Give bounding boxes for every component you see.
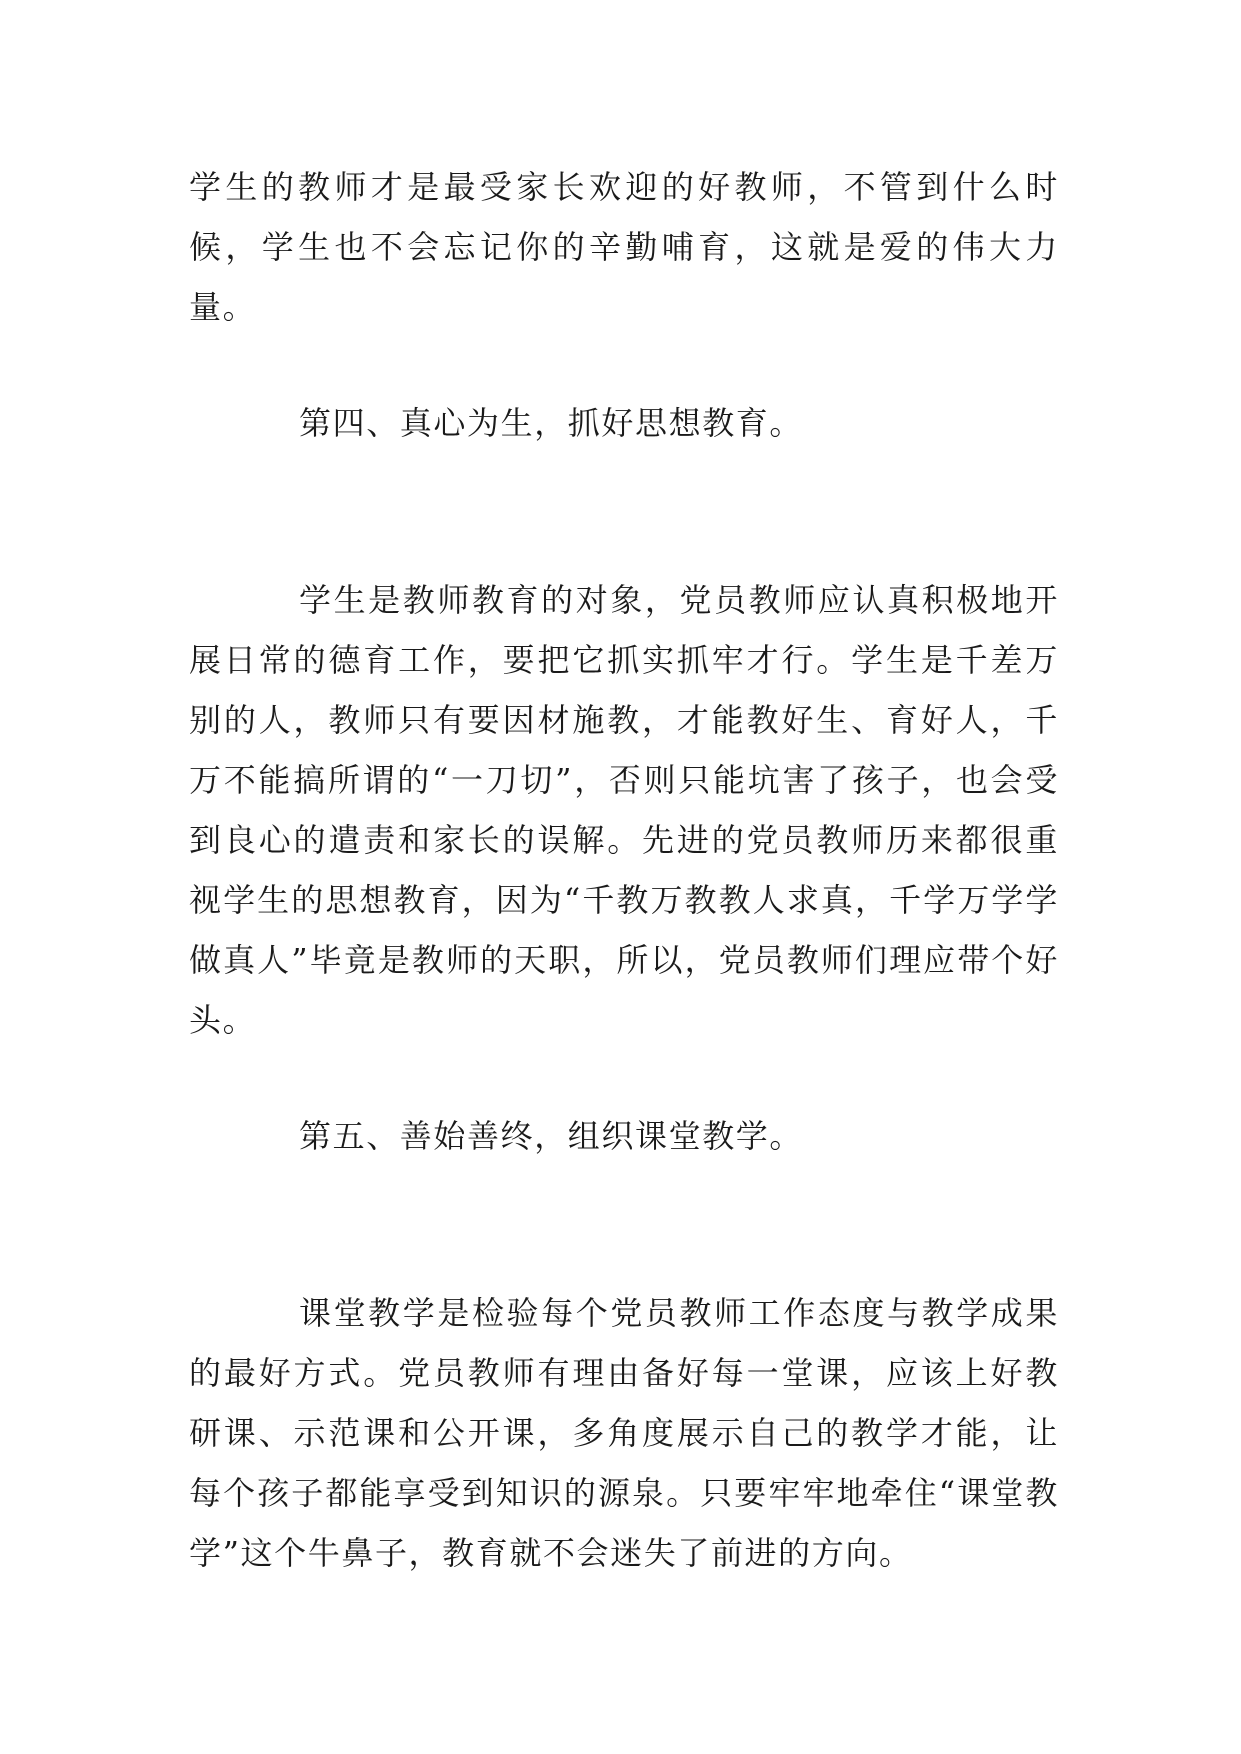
body-paragraph-classroom-teaching: 课堂教学是检验每个党员教师工作态度与教学成果的最好方式。党员教师有理由备好每一堂课，应该上好教研课、示范课和公开课，多角度展示自己的教学才能，让每个孩子都能享受到知识的源泉。只要牢牢地牵住“课堂教学”这个牛鼻子，教育就不会迷失了前进的方向。 <box>189 1294 1059 1572</box>
section-heading-five: 第五、善始善终，组织课堂教学。 <box>299 1117 804 1155</box>
body-paragraph-moral-education: 学生是教师教育的对象，党员教师应认真积极地开展日常的德育工作，要把它抓实抓牢才行。学生是千差万别的人，教师只有要因材施教，才能教好生、育好人，千万不能搞所谓的“一刀切”，否则只能坑害了孩子，也会受到良心的遣责和家长的误解。先进的党员教师历来都很重视学生的思想教育，因为“千教万教教人求真，千学万学学做真人”毕竟是教师的天职，所以，党员教师们理应带个好头。 <box>189 581 1059 1039</box>
body-paragraph-continued: 学生的教师才是最受家长欢迎的好教师，不管到什么时候，学生也不会忘记你的辛勤哺育，这就是爱的伟大力量。 <box>189 168 1059 326</box>
section-heading-four: 第四、真心为生，抓好思想教育。 <box>299 404 804 442</box>
